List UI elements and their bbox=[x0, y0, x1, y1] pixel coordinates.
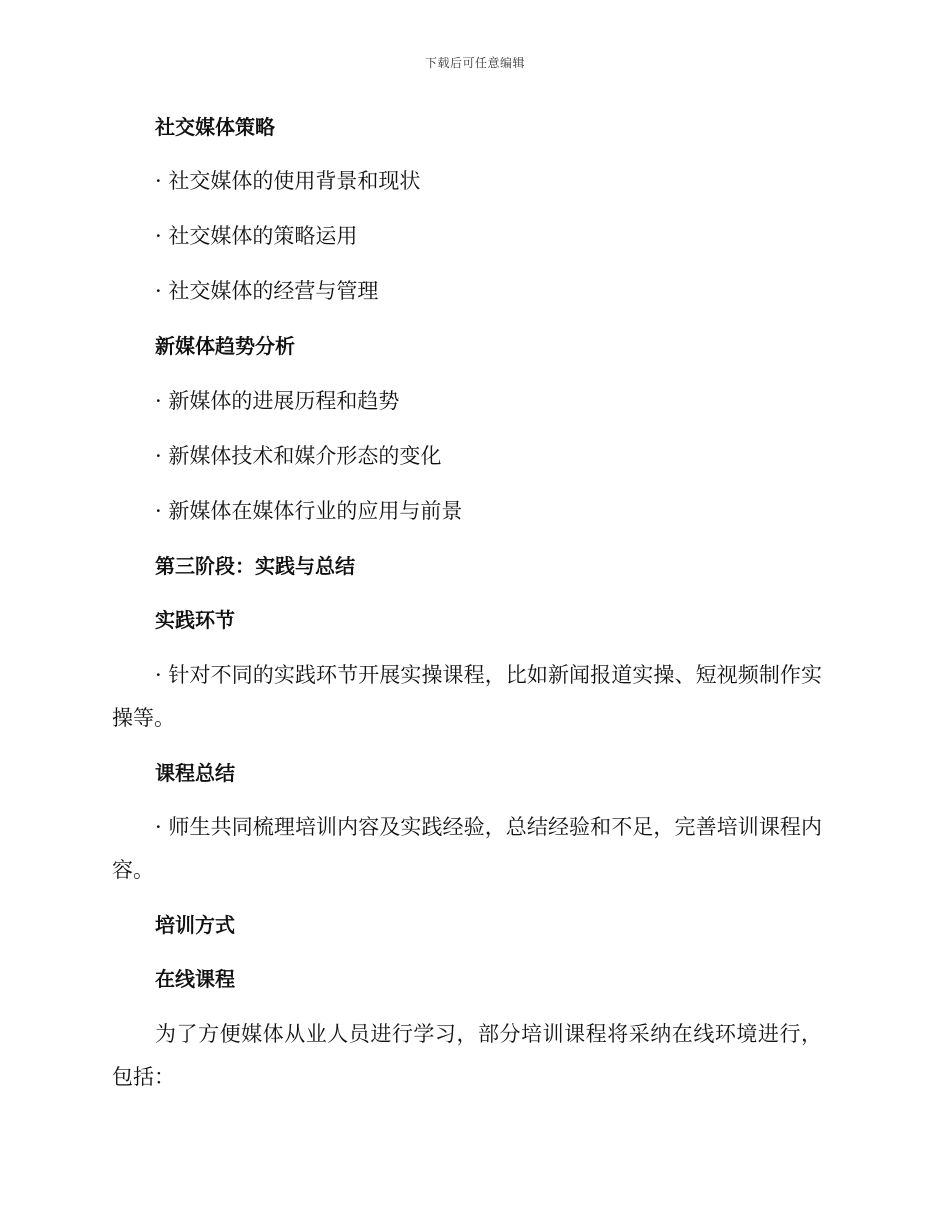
section-heading-stage-three: 第三阶段：实践与总结 bbox=[155, 554, 355, 578]
paragraph-practice: · 针对不同的实践环节开展实操课程，比如新闻报道实操、短视频制作实操等。 bbox=[112, 663, 822, 730]
section-heading-summary: 课程总结 bbox=[155, 761, 235, 785]
paragraph-online-courses: 为了方便媒体从业人员进行学习，部分培训课程将采纳在线环境进行，包括： bbox=[112, 1022, 822, 1089]
section-heading-new-media: 新媒体趋势分析 bbox=[155, 334, 295, 358]
paragraph-summary: · 师生共同梳理培训内容及实践经验，总结经验和不足，完善培训课程内容。 bbox=[112, 815, 822, 882]
list-item: · 社交媒体的使用背景和现状 bbox=[155, 169, 421, 193]
list-item: · 社交媒体的策略运用 bbox=[155, 224, 358, 248]
section-heading-practice: 实践环节 bbox=[155, 608, 235, 632]
section-heading-social-media: 社交媒体策略 bbox=[155, 115, 275, 139]
section-heading-training-method: 培训方式 bbox=[155, 913, 235, 937]
list-item: · 新媒体在媒体行业的应用与前景 bbox=[155, 499, 463, 523]
section-heading-online-courses: 在线课程 bbox=[155, 967, 235, 991]
list-item: · 新媒体技术和媒介形态的变化 bbox=[155, 444, 442, 468]
list-item: · 新媒体的进展历程和趋势 bbox=[155, 389, 400, 413]
page-header-note: 下载后可任意编辑 bbox=[424, 56, 525, 70]
list-item: · 社交媒体的经营与管理 bbox=[155, 279, 379, 303]
